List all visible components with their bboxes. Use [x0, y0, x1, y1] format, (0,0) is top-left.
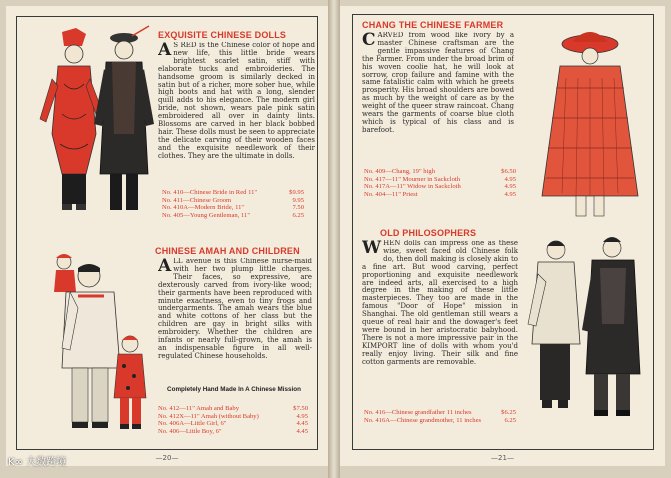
- watermark-logo: K∞ 大数跨境: [8, 457, 67, 468]
- price-row: No. 411—Chinese Groom 9.95: [162, 196, 304, 204]
- drop-cap: A: [158, 258, 172, 276]
- price-row: No. 406A—Little Girl, 6" 4.45: [158, 420, 308, 428]
- section-text-philosophers: WHEN dolls can impress one as these wise, sweet faced old Chinese folk do, then doll making is closely akin to a fine art. But wood carving, perfect proportioning and exquisite needlework are indeed arts, all exercised to a high degree in the making of these little masterpieces. They too are made in the famous "Door of Hope" mission in Shanghai. The old gentleman still wears a queue of real hair and the dowager's feet were bound in her aristocratic babyhood. There is not a more impressive pair in the KIMPORT line of dolls with whom you'd really enjoy living. Their silk and fine cotton garments are removable.: [362, 240, 518, 366]
- price-row: No. 412X—11" Amah (without Baby) 4.95: [158, 412, 308, 420]
- section-heading-amah: CHINESE AMAH AND CHILDREN: [155, 246, 300, 256]
- left-page: [6, 6, 328, 466]
- section-text-amah: ALL avenue is this Chinese nurse-maid with her two plump little charges. Their faces, so expressive, are dexterously carved from ivory-like wood; their garments have been reproduced with minute exactness, even to tiny frogs and undergarments. The amah wears the blue and white cottons of her class but the children are gay in bright silks with embroidery. Whether the children are infants or nearly full-grown, the amah is an indispensable figure in all well-regulated Chinese households.: [158, 258, 312, 360]
- chang-farmer-illustration: [526, 18, 650, 228]
- old-philosophers-illustration: [522, 234, 650, 430]
- price-row: No. 417A—11" Widow in Sackcloth 4.95: [364, 183, 516, 191]
- section-heading-chang: CHANG THE CHINESE FARMER: [362, 20, 504, 30]
- section-heading-philosophers: OLD PHILOSOPHERS: [380, 228, 477, 238]
- price-row: No. 412—11" Amah and Baby $7.50: [158, 405, 308, 412]
- price-row: No. 416A—Chinese grandmother, 11 inches 6.25: [364, 416, 516, 424]
- price-row: No. 409—Chang, 19" high $6.50: [364, 168, 516, 175]
- book-gutter: [328, 0, 340, 478]
- mission-note: Completely Hand Made In A Chinese Mission: [167, 386, 301, 393]
- section-heading-exquisite-dolls: EXQUISITE CHINESE DOLLS: [158, 30, 287, 40]
- price-list-dolls: [162, 189, 304, 219]
- section-text-chang: CARVED from wood like ivory by a master Chinese craftsman are the gentle impassive features of Chang the Farmer. From under the broad brim of his woven coolie hat, he will look at sorrow, crop failure and famine with the same fatalistic calm with which he greets prosperity. His broad shoulders are bowed as much by the weight of care as by the weight of the queer straw raincoat. Chang wears the garments of coarse blue cloth which is typical of his class and is barefoot.: [362, 32, 514, 134]
- drop-cap: W: [362, 240, 382, 258]
- price-row: No. 406—Little Boy, 6" 4.45: [158, 427, 308, 435]
- drop-cap: C: [362, 32, 376, 50]
- price-list-amah: [158, 405, 308, 435]
- price-row: No. 410—Chinese Bride in Red 11" $9.95: [162, 189, 304, 196]
- page-number-left: —20—: [155, 454, 179, 462]
- page-number-right: —21—: [491, 454, 514, 462]
- price-row: No. 410A—Modern Bride, 11" 7.50: [162, 204, 304, 212]
- price-row: No. 404—11" Priest 4.95: [364, 190, 516, 198]
- right-page: [340, 6, 665, 466]
- drop-cap: A: [158, 42, 172, 60]
- price-row: No. 417—11" Mourner in Sackcloth 4.95: [364, 175, 516, 183]
- price-row: No. 416—Chinese grandfather 11 inches $6.25: [364, 409, 516, 416]
- amah-children-illustration: [34, 248, 154, 444]
- bride-groom-dolls-illustration: [24, 24, 159, 224]
- price-row: No. 405—Young Gentleman, 11" 6.25: [162, 211, 304, 219]
- price-list-chang: [364, 168, 516, 198]
- price-list-philosophers: [364, 409, 516, 424]
- section-text-exquisite-dolls: A S RED is the Chinese color of hope and new life, this little bride wears brightest scarlet satin, stiff with elaborate tucks and embroideries. The handsome groom is similarly decked in satin but of a richer, more sober hue, while high boots and hat with a long, slender quill adds to his elegance. The modern girl bride, not shown, wears pale pink satin embroidered all over in dainty lints. Blossoms are carved in her black bobbed hair. These dolls must be seen to appreciate the delicate carving of their wooden faces and the exquisite needlework of their clothes. They are the ultimate in dolls.: [158, 42, 315, 160]
